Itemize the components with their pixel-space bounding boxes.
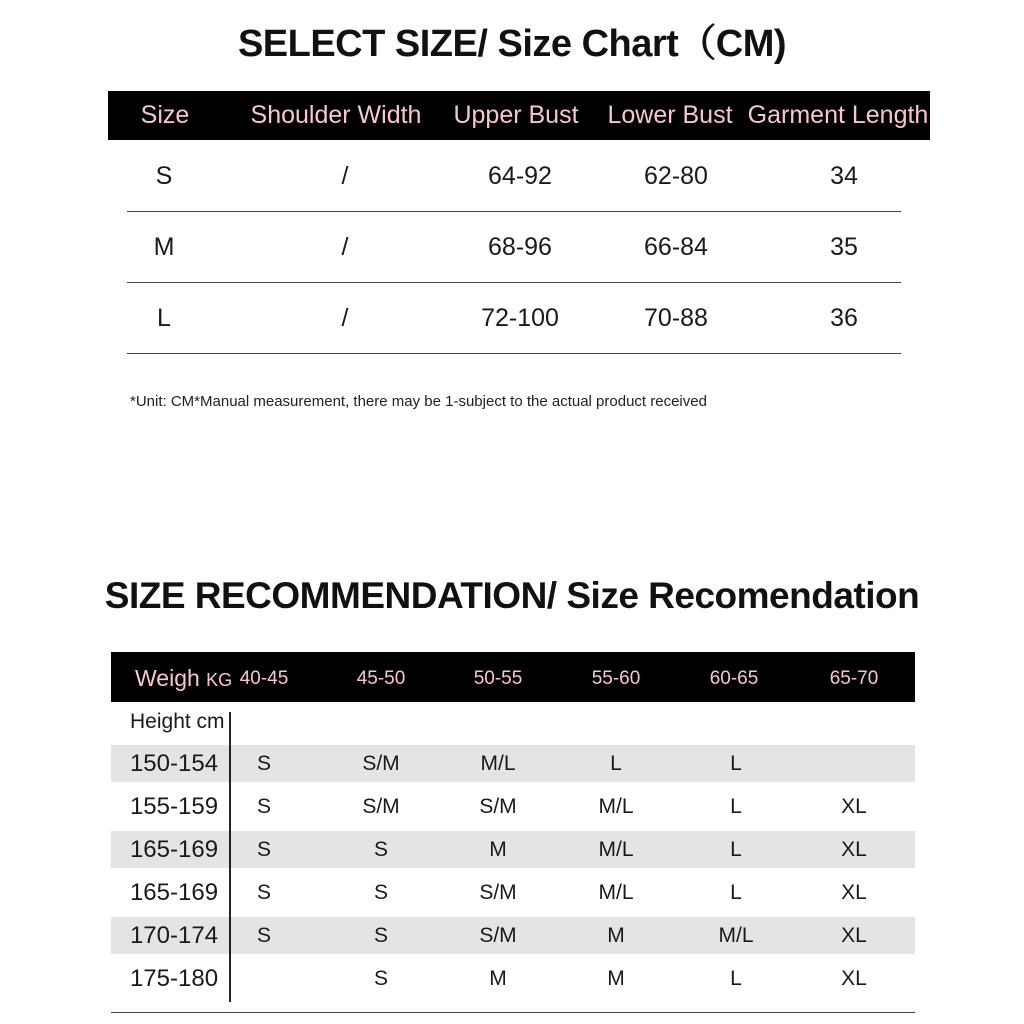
size-cell: M/L [598, 795, 634, 818]
size-cell: M/L [480, 752, 516, 775]
size-cell: S [373, 924, 389, 947]
height-cell: 150-154 [129, 750, 219, 777]
header-upper-bust: Upper Bust [453, 101, 579, 129]
size-chart-title: SELECT SIZE/ Size Chart（CM) [237, 23, 787, 65]
size-cell: S/M [479, 795, 517, 818]
size-cell: S/M [362, 752, 400, 775]
weight-col-3: 50-55 [473, 668, 523, 689]
size-cell: XL [841, 924, 867, 947]
cell-shoulder: / [341, 304, 349, 332]
measurement-note: *Unit: CM*Manual measurement, there may be 1-subject to the actual product received [130, 393, 707, 410]
size-cell: M [607, 924, 625, 947]
size-cell: S [373, 838, 389, 861]
size-cell: L [730, 967, 742, 990]
header-size: Size [140, 101, 190, 129]
size-chart-header [108, 91, 930, 140]
weight-col-6: 65-70 [829, 668, 879, 689]
table-row [111, 917, 915, 954]
size-cell: L [730, 795, 742, 818]
cell-shoulder: / [341, 233, 349, 261]
cell-upper-bust: 64-92 [488, 162, 552, 190]
row-divider [127, 353, 901, 354]
table-row [111, 831, 915, 868]
cell-length: 36 [830, 304, 858, 332]
weight-col-4: 55-60 [591, 668, 641, 689]
cell-lower-bust: 62-80 [644, 162, 708, 190]
cell-upper-bust: 68-96 [488, 233, 552, 261]
size-cell: S [256, 924, 272, 947]
size-cell: M/L [718, 924, 754, 947]
weigh-label-text: Weigh [135, 665, 200, 691]
weigh-unit: KG [206, 670, 233, 690]
size-cell: S/M [479, 924, 517, 947]
size-cell: S [373, 881, 389, 904]
size-cell: XL [841, 967, 867, 990]
cell-size: S [155, 162, 173, 190]
size-cell: M [489, 967, 507, 990]
weight-col-2: 45-50 [356, 668, 406, 689]
size-cell: S [256, 881, 272, 904]
column-divider [229, 712, 231, 1002]
cell-size: L [157, 304, 171, 332]
size-cell: S/M [479, 881, 517, 904]
size-cell: M [607, 967, 625, 990]
cell-size: M [153, 233, 175, 261]
header-garment-length: Garment Length [747, 101, 929, 129]
table-row [127, 141, 901, 212]
weigh-label [135, 652, 232, 702]
table-row [127, 212, 901, 283]
table-row [111, 788, 915, 825]
header-lower-bust: Lower Bust [607, 101, 733, 129]
size-cell: S [256, 795, 272, 818]
size-cell: XL [841, 795, 867, 818]
size-cell: XL [841, 881, 867, 904]
size-cell: S [373, 967, 389, 990]
size-cell: M [489, 838, 507, 861]
size-cell: L [730, 838, 742, 861]
recommendation-title: SIZE RECOMMENDATION/ Size Recomendation [104, 575, 920, 616]
size-cell: XL [841, 838, 867, 861]
cell-lower-bust: 70-88 [644, 304, 708, 332]
size-cell: M/L [598, 838, 634, 861]
height-cell: 165-169 [129, 879, 219, 906]
header-shoulder-width: Shoulder Width [250, 101, 422, 129]
size-cell: S/M [362, 795, 400, 818]
size-cell: M/L [598, 881, 634, 904]
table-bottom-rule [111, 1012, 915, 1013]
cell-lower-bust: 66-84 [644, 233, 708, 261]
height-cell: 175-180 [129, 965, 219, 992]
size-cell: L [610, 752, 622, 775]
cell-length: 34 [830, 162, 858, 190]
table-row [127, 283, 901, 354]
table-row [111, 960, 915, 997]
table-row [111, 874, 915, 911]
weight-col-5: 60-65 [709, 668, 759, 689]
weight-col-1: 40-45 [239, 668, 289, 689]
height-cell: 165-169 [129, 836, 219, 863]
height-label: Height cm [130, 710, 225, 733]
cell-length: 35 [830, 233, 858, 261]
table-row [111, 745, 915, 782]
height-cell: 170-174 [129, 922, 219, 949]
cell-upper-bust: 72-100 [481, 304, 559, 332]
size-cell: L [730, 752, 742, 775]
recommendation-header [111, 652, 915, 702]
height-cell: 155-159 [129, 793, 219, 820]
size-cell: S [256, 838, 272, 861]
cell-shoulder: / [341, 162, 349, 190]
size-cell: L [730, 881, 742, 904]
size-cell: S [256, 752, 272, 775]
